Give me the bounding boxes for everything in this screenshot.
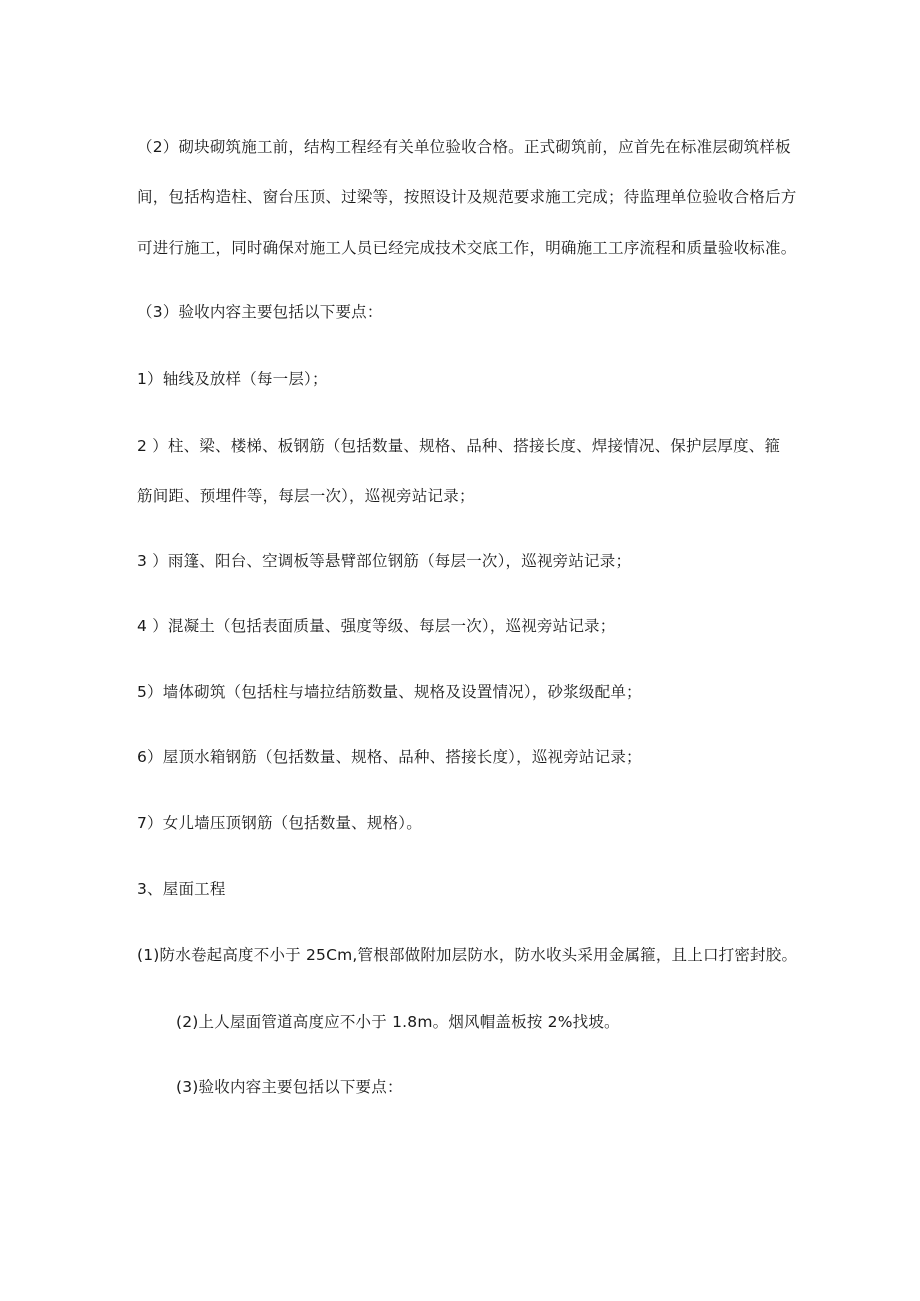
- list-item-5: 5）墙体砌筑（包括柱与墙拉结筋数量、规格及设置情况），砂浆级配单；: [137, 683, 642, 701]
- list-item-3: 3 ）雨篷、阳台、空调板等悬臂部位钢筋（每层一次），巡视旁站记录；: [137, 552, 632, 570]
- roof-paragraph-2: (2)上人屋面管道高度应不小于 1.8m。烟风帽盖板按 2%找坡。: [176, 1013, 620, 1031]
- roof-paragraph-1: (1)防水卷起高度不小于 25Cm,管根部做附加层防水，防水收头采用金属箍，且上口打密封胶。: [137, 946, 798, 964]
- paragraph-2-line-3: 可进行施工，同时确保对施工人员已经完成技术交底工作，明确施工工序流程和质量验收标准。: [137, 239, 797, 257]
- list-item-1: 1）轴线及放样（每一层）；: [137, 370, 328, 388]
- paragraph-2-line-2: 间，包括构造柱、窗台压顶、过梁等，按照设计及规范要求施工完成；待监理单位验收合格后方: [137, 188, 797, 206]
- paragraph-3-heading: （3）验收内容主要包括以下要点：: [137, 303, 383, 321]
- list-item-6: 6）屋顶水箱钢筋（包括数量、规格、品种、搭接长度），巡视旁站记录；: [137, 748, 642, 766]
- roof-paragraph-3: (3)验收内容主要包括以下要点：: [176, 1078, 403, 1096]
- list-item-7: 7）女儿墙压顶钢筋（包括数量、规格）。: [137, 814, 422, 832]
- section-heading-roof: 3、屋面工程: [137, 880, 226, 898]
- paragraph-2-line-1: （2）砌块砌筑施工前，结构工程经有关单位验收合格。正式砌筑前，应首先在标准层砌筑样板: [137, 138, 791, 156]
- list-item-2-line-1: 2 ）柱、梁、楼梯、板钢筋（包括数量、规格、品种、搭接长度、焊接情况、保护层厚度、箍: [137, 437, 781, 455]
- list-item-2-line-2: 筋间距、预埋件等，每层一次），巡视旁站记录；: [137, 487, 475, 505]
- list-item-4: 4 ）混凝土（包括表面质量、强度等级、每层一次），巡视旁站记录；: [137, 617, 616, 635]
